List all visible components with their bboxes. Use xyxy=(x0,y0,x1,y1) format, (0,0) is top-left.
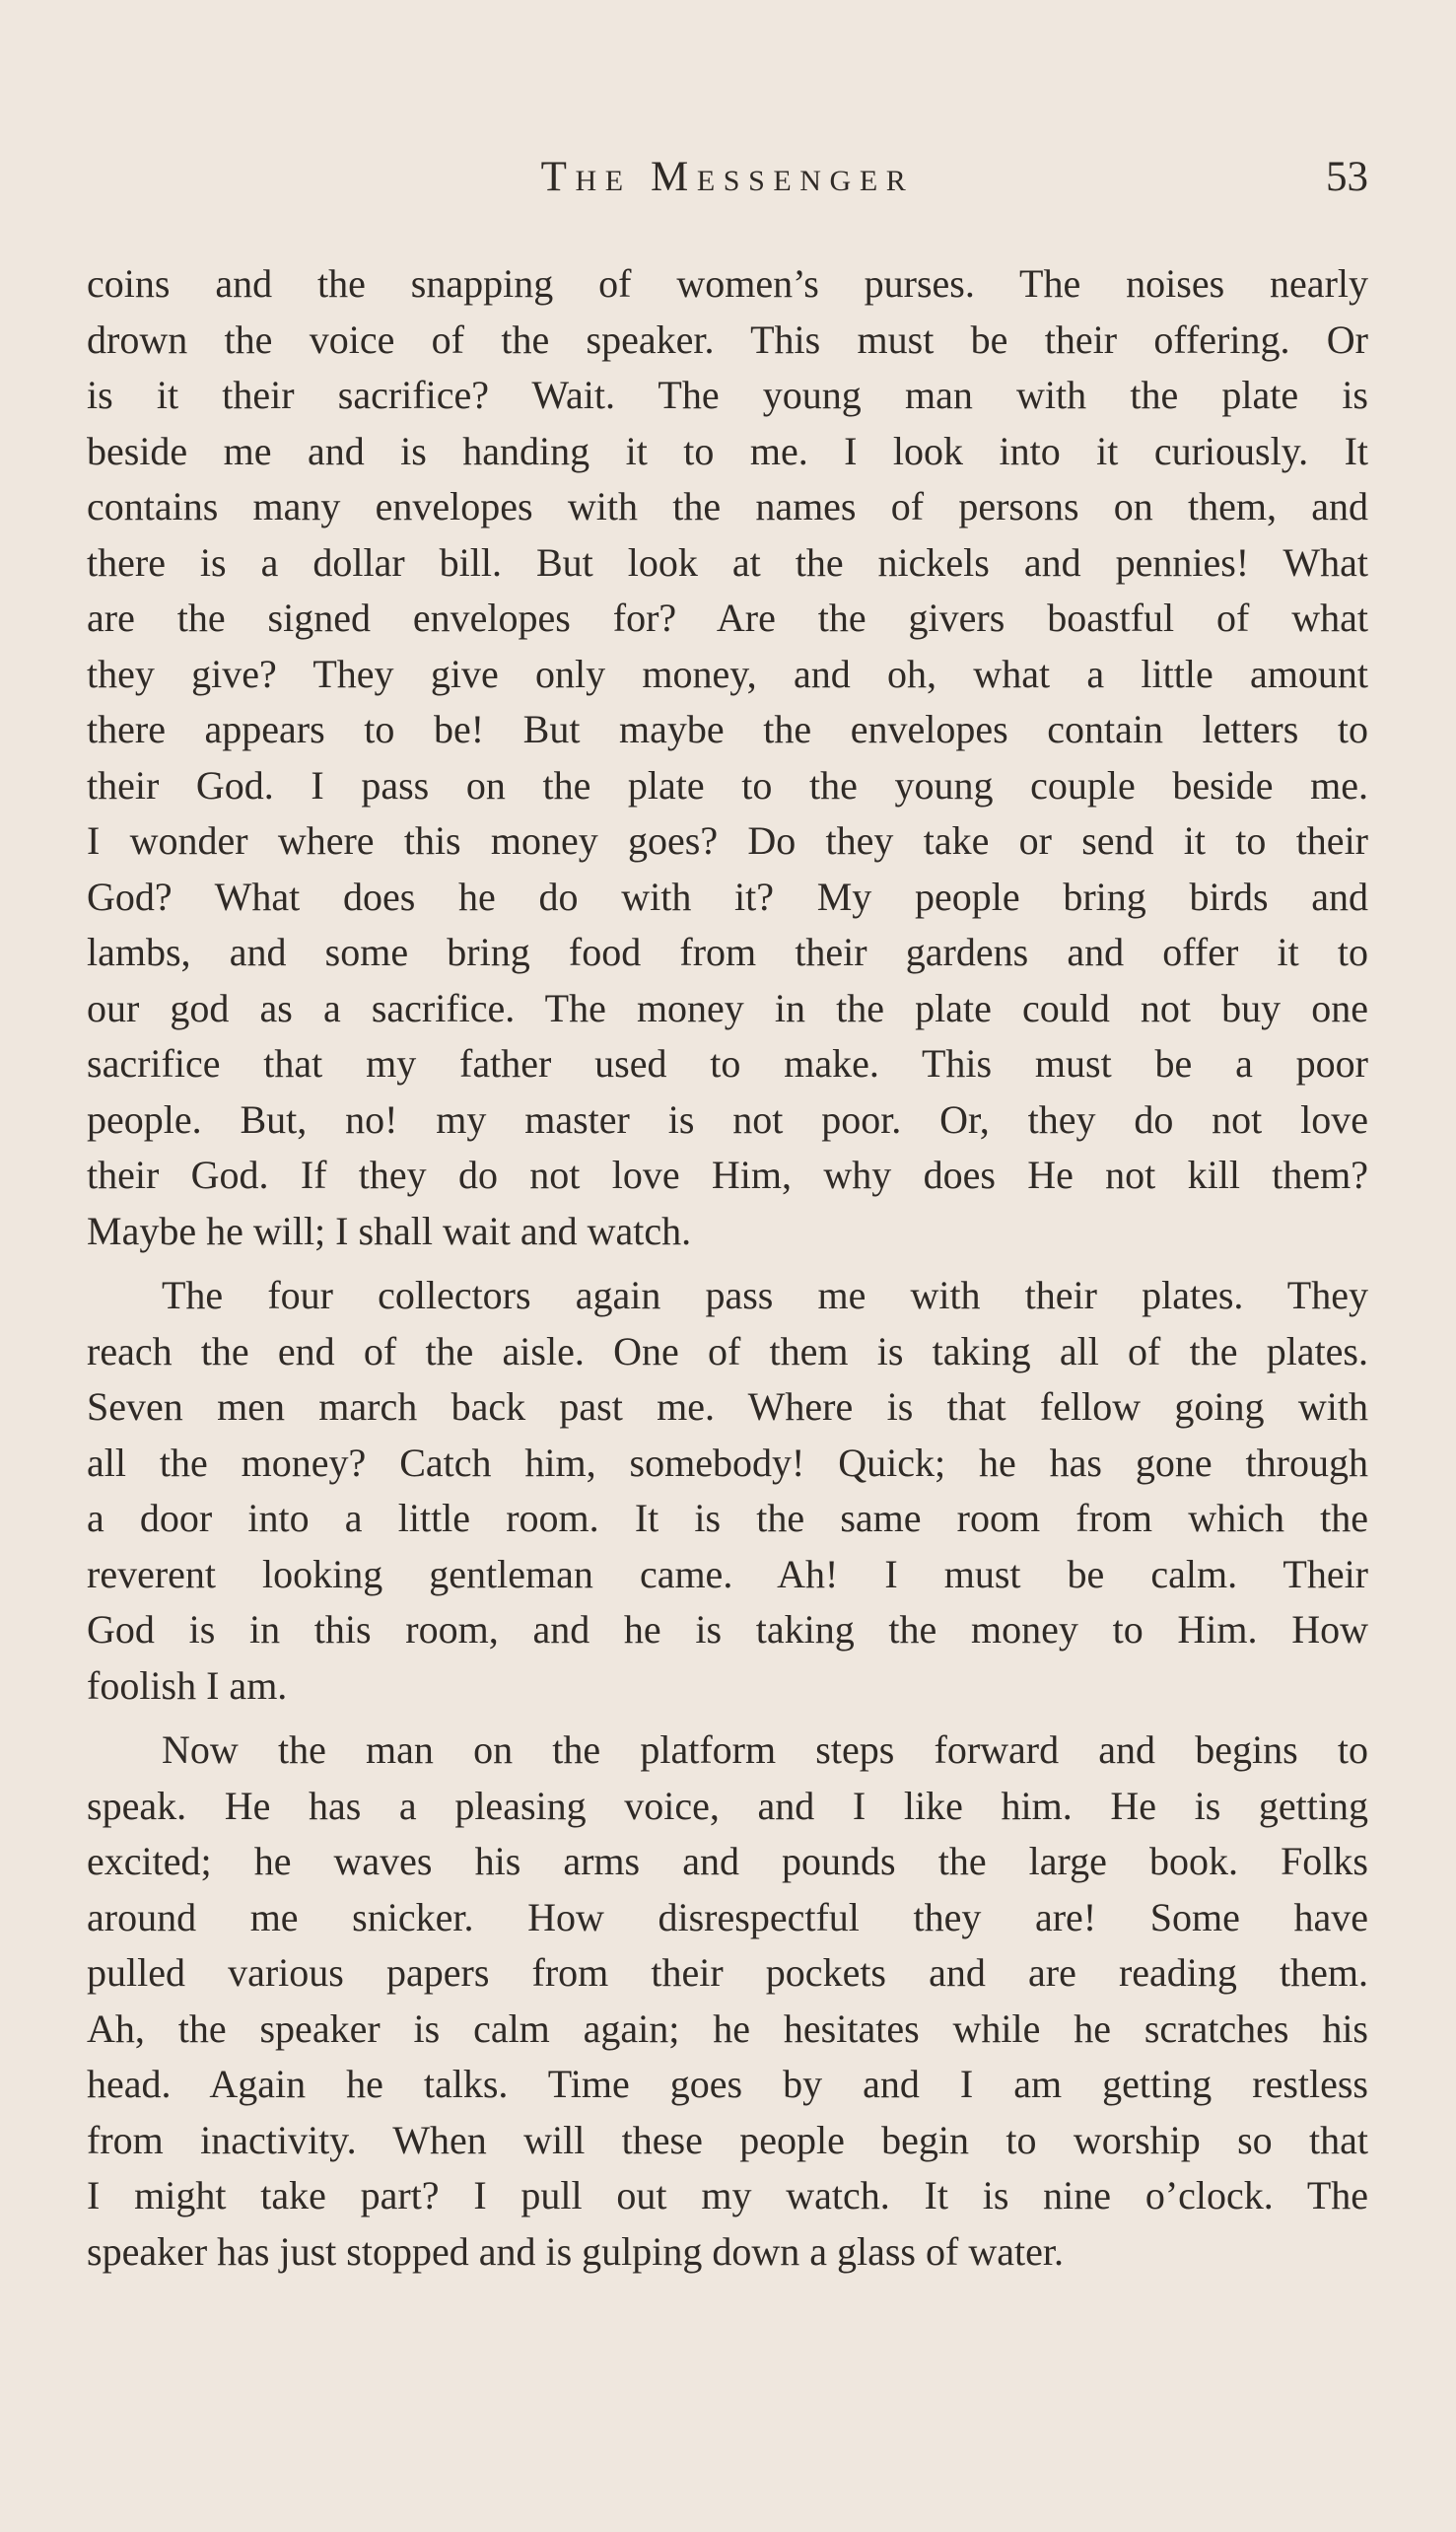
text-line: contains many envelopes with the names of persons on them, and xyxy=(87,484,1368,528)
text-line: speaker has just stopped and is gulping down a glass of water. xyxy=(87,2228,1064,2274)
text-line: around me snicker. How disrespectful they are! Some have xyxy=(87,1894,1368,1939)
text-line: The four collectors again pass me with their plates. They xyxy=(162,1273,1368,1317)
body-text xyxy=(87,256,1368,2280)
text-line: Now the man on the platform steps forward and begins to xyxy=(162,1727,1368,1772)
text-line: people. But, no! my master is not poor. Or, they do not love xyxy=(87,1096,1368,1142)
text-line: God is in this room, and he is taking the money to Him. How xyxy=(87,1607,1368,1652)
paragraph xyxy=(87,256,1368,1259)
text-line: all the money? Catch him, somebody! Quick; he has gone through xyxy=(87,1440,1368,1485)
text-line: there is a dollar bill. But look at the nickels and pennies! What xyxy=(87,539,1368,585)
text-line: speak. He has a pleasing voice, and I like him. He is getting xyxy=(87,1783,1368,1828)
text-line: their God. I pass on the plate to the young couple beside me. xyxy=(87,762,1368,808)
paragraph-gap xyxy=(87,1259,1368,1268)
text-line: reach the end of the aisle. One of them is taking all of the plates. xyxy=(87,1328,1368,1373)
text-line: coins and the snapping of women’s purses. The noises nearly xyxy=(87,261,1368,306)
paragraph-gap xyxy=(87,1714,1368,1723)
text-line: Ah, the speaker is calm again; he hesitates while he scratches his xyxy=(87,2005,1368,2051)
text-line: Maybe he will; I shall wait and watch. xyxy=(87,1208,692,1253)
text-line: beside me and is handing it to me. I look into it curiously. It xyxy=(87,428,1368,473)
text-line: from inactivity. When will these people begin to worship so that xyxy=(87,2117,1368,2162)
text-line: lambs, and some bring food from their gardens and offer it to xyxy=(87,930,1368,974)
text-line: excited; he waves his arms and pounds the large book. Folks xyxy=(87,1839,1368,1883)
paragraph xyxy=(87,1268,1368,1714)
paragraph xyxy=(87,1723,1368,2280)
text-line: our god as a sacrifice. The money in the plate could not buy one xyxy=(87,985,1368,1030)
text-line: pulled various papers from their pockets and are reading them. xyxy=(87,1950,1368,1995)
text-line: reverent looking gentleman came. Ah! I must be calm. Their xyxy=(87,1551,1368,1596)
text-line: God? What does he do with it? My people bring birds and xyxy=(87,874,1368,919)
text-line: foolish I am. xyxy=(87,1662,288,1708)
running-head xyxy=(87,148,1368,207)
text-line: a door into a little room. It is the same room from which the xyxy=(87,1496,1368,1540)
text-line: I might take part? I pull out my watch. It is nine o’clock. The xyxy=(87,2173,1368,2217)
text-line: are the signed envelopes for? Are the givers boastful of what xyxy=(87,596,1368,640)
text-line: they give? They give only money, and oh, what a little amount xyxy=(87,651,1368,696)
text-line: Seven men march back past me. Where is that fellow going with xyxy=(87,1384,1368,1429)
text-line: head. Again he talks. Time goes by and I am getting restless xyxy=(87,2062,1368,2106)
text-line: drown the voice of the speaker. This must be their offering. Or xyxy=(87,316,1368,362)
running-title: The Messenger xyxy=(540,154,915,200)
page-number: 53 xyxy=(1326,154,1368,200)
text-line: I wonder where this money goes? Do they take or send it to their xyxy=(87,818,1368,863)
text-line: sacrifice that my father used to make. This must be a poor xyxy=(87,1041,1368,1086)
text-line: their God. If they do not love Him, why does He not kill them? xyxy=(87,1153,1368,1197)
text-line: there appears to be! But maybe the envelopes contain letters to xyxy=(87,707,1368,751)
text-line: is it their sacrifice? Wait. The young man with the plate is xyxy=(87,373,1368,417)
